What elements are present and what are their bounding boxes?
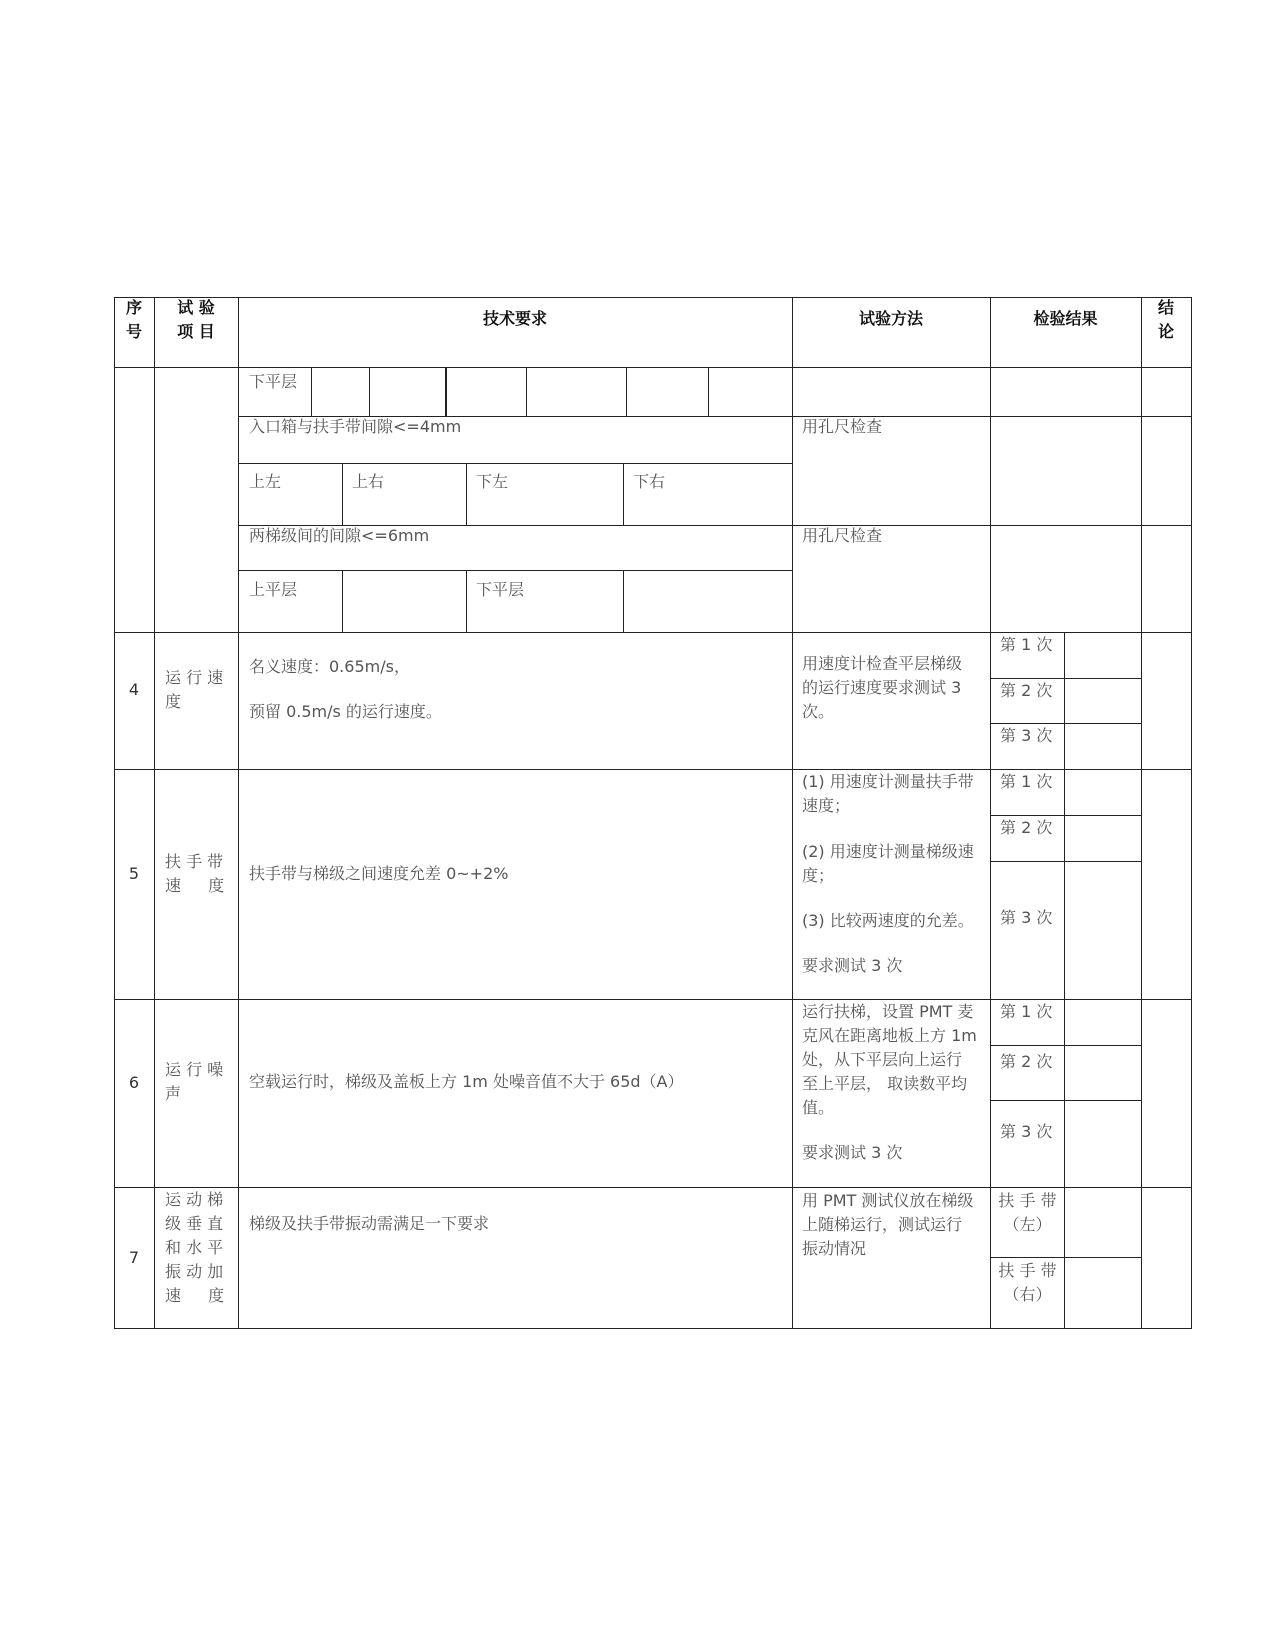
lower-floor-cell-line-3 (445, 367, 447, 416)
row5-trial-2-label: 第 2 次 (1000, 818, 1053, 837)
row7-handrail-left-line2: （左） (1003, 1215, 1052, 1234)
row4-method-line2: 的运行速度要求测试 3 (802, 678, 962, 697)
row4-item-line2: 度 (165, 692, 182, 711)
row5-trial-line-2 (991, 861, 1142, 862)
row6-method-line1: 运行扶梯，设置 PMT 麦 (802, 1002, 974, 1021)
row6-trial-line-1 (991, 1045, 1142, 1046)
entry-cell-line-1 (342, 463, 343, 525)
header-bottom-line (114, 367, 1192, 368)
row7-item-line3: 和 水 平 (165, 1238, 224, 1257)
step-cell-line-2 (466, 570, 467, 632)
table-border-right (1191, 297, 1192, 1329)
seq-col-line (154, 297, 155, 1329)
row7-handrail-left-line1: 扶 手 带 (998, 1191, 1057, 1210)
row5-method-line2: 速度； (802, 796, 851, 815)
entry-gap-requirement: 入口箱与扶手带间隙<=4mm (249, 417, 462, 436)
row6-method-line3: 处，从下平层向上运行 (802, 1050, 963, 1069)
row6-seq: 6 (128, 1073, 140, 1092)
lower-floor-cell-line-6 (708, 367, 709, 416)
lower-floor-cell-line-2 (369, 367, 370, 416)
table-border-top (114, 297, 1192, 298)
lower-floor-cell-line-5 (626, 367, 627, 416)
row5-item-line1: 扶 手 带 (165, 852, 224, 871)
row6-method-line2: 克风在距离地板上方 1m (802, 1026, 977, 1045)
entry-req-line (239, 463, 792, 464)
row4-requirement-line1: 名义速度：0.65m/s， (249, 657, 410, 676)
row7-item-line2: 级 垂 直 (165, 1214, 224, 1233)
row6-trial-1-label: 第 1 次 (1000, 1002, 1053, 1021)
row6-trial-2-label: 第 2 次 (1000, 1052, 1053, 1071)
row7-method-line2: 上随梯运行，测试运行 (802, 1215, 963, 1234)
entry-gap-method: 用孔尺检查 (802, 417, 883, 436)
header-item-line2: 项 目 (177, 322, 215, 341)
lower-floor-cell-line-4 (526, 367, 527, 416)
table-border-left (114, 297, 115, 1329)
entry-cell-line-2 (466, 463, 467, 525)
step-cell-line-3 (623, 570, 624, 632)
row4-trial-2-label: 第 2 次 (1000, 681, 1053, 700)
row7-requirement: 梯级及扶手带振动需满足一下要求 (249, 1214, 490, 1233)
header-seq-line1: 序 (125, 298, 142, 317)
method-col-line (990, 297, 991, 1329)
row4-requirement-line2: 预留 0.5m/s 的运行速度。 (249, 702, 442, 721)
step-gap-requirement: 两梯级间的间隙<=6mm (249, 526, 430, 545)
row7-item-line1: 运 动 梯 (165, 1190, 224, 1209)
header-inspection-result: 检验结果 (1033, 309, 1098, 328)
lower-floor-cell-line-1 (311, 367, 312, 416)
table-border-bottom (114, 1328, 1192, 1329)
lower-floor-label: 下平层 (249, 372, 298, 391)
row7-method-line1: 用 PMT 测试仪放在梯级 (802, 1191, 974, 1210)
row5-method-line4: 度； (802, 866, 835, 885)
row6-requirement: 空载运行时，梯级及盖板上方 1m 处噪音值不大于 65d（A） (249, 1072, 684, 1091)
row6-item-line1: 运 行 噪 (165, 1060, 224, 1079)
row7-top-line (114, 1187, 1192, 1188)
upper-floor-label: 上平层 (249, 580, 298, 599)
row6-method-line5: 值。 (802, 1098, 835, 1117)
upper-right-label: 上右 (352, 472, 385, 491)
row7-handrail-right-line1: 扶 手 带 (998, 1261, 1057, 1280)
lower-left-label: 下左 (476, 472, 509, 491)
step-gap-method: 用孔尺检查 (802, 526, 883, 545)
header-seq-line2: 号 (125, 322, 142, 341)
header-conclusion-line2: 论 (1157, 322, 1174, 341)
row5-trial-1-label: 第 1 次 (1000, 772, 1053, 791)
trial-value-col-line (1064, 632, 1065, 1329)
row6-method-line4: 至上平层， 取读数平均 (802, 1074, 968, 1093)
header-test-method: 试验方法 (858, 309, 923, 328)
row7-handrail-line (991, 1257, 1142, 1258)
row5-method-line1: (1) 用速度计测量扶手带 (802, 772, 974, 791)
lower-right-label: 下右 (633, 472, 666, 491)
row7-handrail-right-line2: （右） (1003, 1285, 1052, 1304)
upper-left-label: 上左 (249, 472, 282, 491)
row5-method-line6: 要求测试 3 次 (802, 956, 903, 975)
header-conclusion-line1: 结 (1157, 298, 1174, 317)
row4-trial-3-label: 第 3 次 (1000, 726, 1053, 745)
header-tech-requirements: 技术要求 (482, 309, 547, 328)
tech-col-line (792, 297, 793, 1329)
item-col-line (238, 297, 239, 1329)
row4-item-line1: 运 行 速 (165, 668, 224, 687)
header-item-line1: 试 验 (177, 298, 215, 317)
row7-seq: 7 (128, 1248, 140, 1267)
row6-method-line6: 要求测试 3 次 (802, 1143, 903, 1162)
row7-method-line3: 振动情况 (802, 1239, 867, 1258)
row6-trial-line-2 (991, 1100, 1142, 1101)
row4-trial-1-label: 第 1 次 (1000, 635, 1053, 654)
step-cell-line-1 (342, 570, 343, 632)
row5-method-line5: (3) 比较两速度的允差。 (802, 911, 974, 930)
result-col-line (1141, 297, 1142, 1329)
row5-item-line2: 速 度 (165, 876, 225, 895)
row6-trial-3-label: 第 3 次 (1000, 1122, 1053, 1141)
row5-trial-3-label: 第 3 次 (1000, 908, 1053, 927)
row5-requirement: 扶手带与梯级之间速度允差 0~+2% (249, 864, 509, 883)
row4-method-line1: 用速度计检查平层梯级 (802, 654, 963, 673)
row6-item-line2: 声 (165, 1084, 182, 1103)
row5-method-line3: (2) 用速度计测量梯级速 (802, 842, 974, 861)
row7-item-line4: 振 动 加 (165, 1262, 224, 1281)
step-req-line (239, 570, 792, 571)
step-lower-floor-label: 下平层 (476, 580, 525, 599)
row7-item-line5: 速 度 (165, 1286, 225, 1305)
row5-seq: 5 (128, 864, 140, 883)
row4-method-line3: 次。 (802, 702, 835, 721)
entry-cell-line-3 (623, 463, 624, 525)
row4-seq: 4 (128, 680, 140, 699)
